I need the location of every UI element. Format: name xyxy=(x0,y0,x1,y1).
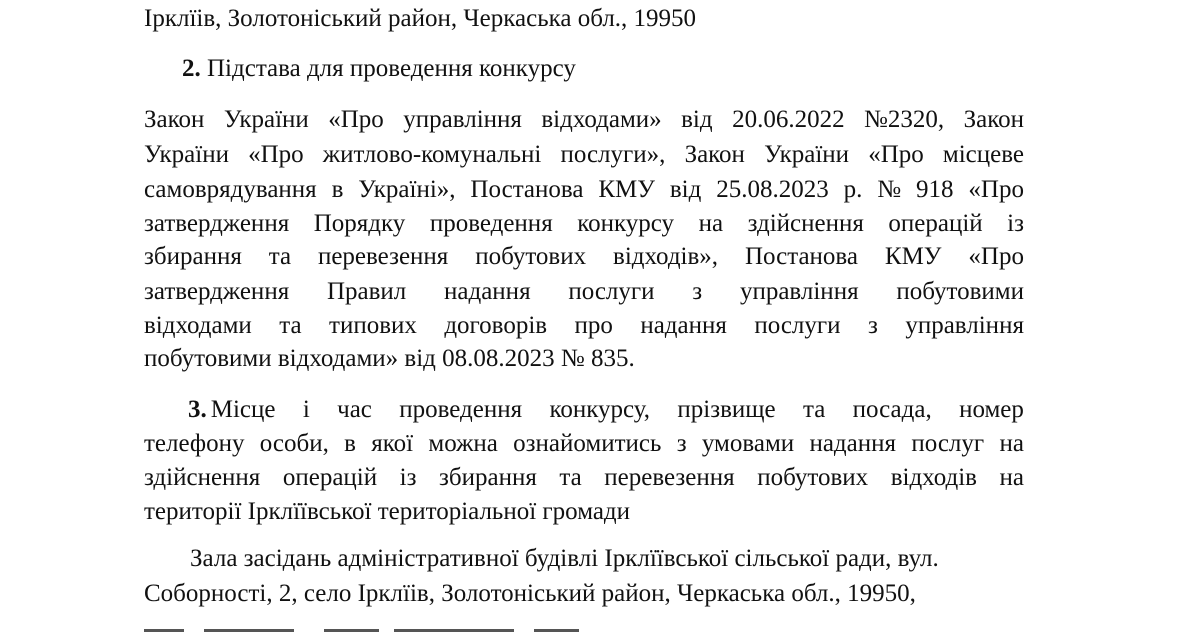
section-2-line xyxy=(144,177,1024,202)
section-3-heading-line xyxy=(144,465,1024,490)
word: відходами» xyxy=(541,106,662,133)
section-3-number: 3. xyxy=(188,396,207,423)
word: надання xyxy=(640,312,727,339)
word: від xyxy=(681,106,713,133)
word: 918 xyxy=(916,176,954,203)
section-3-body-line: Зала засідань адміністративної будівлі Ірклїївської сільської ради, вул. xyxy=(190,545,939,572)
word: проведення xyxy=(429,210,553,237)
word: Закон xyxy=(963,106,1024,133)
word: операцій xyxy=(888,210,983,237)
word: № xyxy=(877,176,902,203)
word: Постанова xyxy=(744,243,858,270)
word: України xyxy=(223,106,309,133)
word: на xyxy=(698,210,724,237)
section-2-last-line: побутовими відходами» від 08.08.2023 № 835. xyxy=(144,345,635,372)
word: з xyxy=(692,278,703,305)
word: України xyxy=(144,141,229,168)
word: житлово-комунальні xyxy=(322,141,542,168)
section-2-line xyxy=(144,142,1024,167)
word: перевезення xyxy=(317,243,449,270)
word: про xyxy=(574,312,613,339)
word: та xyxy=(802,396,826,423)
section-3-heading-line xyxy=(144,431,1024,456)
word: на xyxy=(999,464,1024,491)
word: затвердження xyxy=(144,210,290,237)
word: операцій xyxy=(282,464,378,491)
word: типових xyxy=(329,312,417,339)
word: перевезення xyxy=(604,464,735,491)
word: «Про xyxy=(248,141,304,168)
section-3-heading-first-line xyxy=(188,397,1024,422)
word: 20.06.2022 xyxy=(732,106,845,133)
word: особи, xyxy=(259,430,329,457)
word: відходів», xyxy=(613,243,719,270)
section-2-line xyxy=(144,107,1024,132)
word: і xyxy=(302,396,310,423)
word: Закон xyxy=(684,141,745,168)
word: прізвище xyxy=(677,396,776,423)
word: самоврядування xyxy=(144,176,317,203)
word: відходів xyxy=(890,464,977,491)
word: телефону xyxy=(144,430,245,457)
section-2-title: Підстава для проведення конкурсу xyxy=(207,55,576,82)
cut-off-next-line xyxy=(144,619,1024,633)
word: збирання xyxy=(144,243,242,270)
word: місцеве xyxy=(942,141,1024,168)
word: конкурсу, xyxy=(549,396,651,423)
word: побутовими xyxy=(896,278,1024,305)
word: затвердження xyxy=(144,278,290,305)
word: Закон xyxy=(144,106,205,133)
top-address-line: Ірклїів, Золотоніський район, Черкаська обл., 19950 xyxy=(144,5,697,32)
word: послуги», xyxy=(560,141,666,168)
word: Правил xyxy=(326,278,407,305)
word: номер xyxy=(959,396,1024,423)
word: ознайомитись xyxy=(513,430,662,457)
word: побутових xyxy=(757,464,869,491)
word: КМУ xyxy=(884,243,942,270)
word: відходами xyxy=(144,312,252,339)
word: «Про xyxy=(868,141,924,168)
word: Постанова xyxy=(470,176,584,203)
word: та xyxy=(268,243,292,270)
word: збирання xyxy=(439,464,537,491)
word: послуги xyxy=(754,312,841,339)
word: надання xyxy=(809,430,897,457)
word: КМУ xyxy=(598,176,655,203)
word: від xyxy=(669,176,702,203)
word: надання xyxy=(444,278,531,305)
word: Порядку xyxy=(313,210,406,237)
word: з xyxy=(676,430,687,457)
word: побутових xyxy=(475,243,587,270)
word: із xyxy=(1007,210,1024,237)
section-2-line xyxy=(144,211,1024,236)
section-2-number: 2. xyxy=(182,55,201,82)
word: управління xyxy=(403,106,522,133)
word: з xyxy=(867,312,878,339)
word: Україні», xyxy=(358,176,456,203)
section-3-body-line: Соборності, 2, село Ірклїів, Золотоніський район, Черкаська обл., 19950, xyxy=(144,580,916,607)
word: якої xyxy=(371,430,414,457)
section-3-heading-words xyxy=(211,397,1024,422)
word: час xyxy=(337,396,372,423)
cut-off-text-fragment xyxy=(144,619,1024,633)
word: конкурсу xyxy=(577,210,675,237)
word: №2320, xyxy=(864,106,945,133)
word: умовами xyxy=(701,430,795,457)
word: та xyxy=(559,464,582,491)
word: в xyxy=(331,176,344,203)
word: послуг xyxy=(911,430,985,457)
word: здійснення xyxy=(144,464,261,491)
word: р. xyxy=(843,176,863,203)
word: 25.08.2023 xyxy=(716,176,829,203)
section-2-line xyxy=(144,313,1024,338)
word: здійснення xyxy=(747,210,864,237)
word: та xyxy=(279,312,302,339)
word: «Про xyxy=(328,106,384,133)
section-2-line xyxy=(144,244,1024,269)
word: послуги xyxy=(568,278,655,305)
section-2-heading xyxy=(182,56,576,81)
section-2-line xyxy=(144,279,1024,304)
word: «Про xyxy=(968,176,1024,203)
word: договорів xyxy=(444,312,548,339)
word: проведення xyxy=(399,396,523,423)
word: управління xyxy=(739,278,859,305)
word: України xyxy=(764,141,850,168)
word: управління xyxy=(905,312,1024,339)
word: можна xyxy=(428,430,498,457)
word: на xyxy=(999,430,1024,457)
word: в xyxy=(344,430,356,457)
word: Місце xyxy=(210,396,276,423)
word: «Про xyxy=(968,243,1024,270)
section-3-heading-last-line: території Ірклїївської територіальної громади xyxy=(144,498,631,525)
word: із xyxy=(399,464,417,491)
word: посада, xyxy=(852,396,932,423)
